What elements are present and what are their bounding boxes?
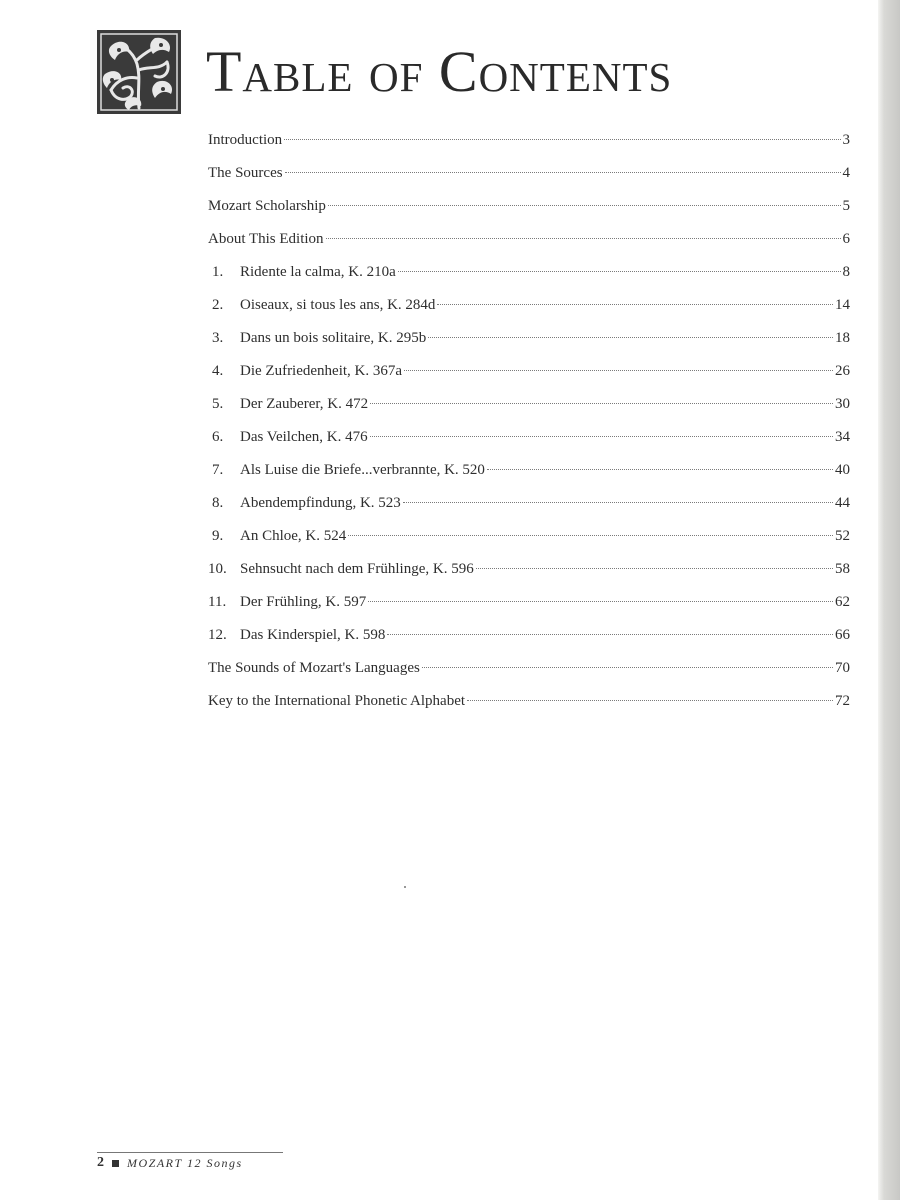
toc-entry[interactable] (208, 457, 850, 490)
toc-entry[interactable] (208, 193, 850, 226)
toc-dot-leader (398, 271, 841, 272)
toc-entry-number: 5. (212, 396, 224, 412)
toc-entry[interactable] (208, 391, 850, 424)
toc-entry-number: 10. (208, 561, 227, 577)
toc-entry-label: About This Edition (208, 231, 324, 247)
toc-entry-label: Der Zauberer, K. 472 (240, 396, 369, 412)
toc-entry-number: 12. (208, 627, 227, 643)
toc-dot-leader (284, 139, 840, 140)
toc-dot-leader (422, 667, 833, 668)
toc-entry-label: Das Veilchen, K. 476 (240, 429, 368, 445)
toc-entry-number: 2. (212, 297, 224, 313)
toc-entry-page: 26 (835, 363, 850, 379)
toc-entry-page: 18 (835, 330, 850, 346)
toc-entry-label: The Sources (208, 165, 283, 181)
toc-entry-number: 11. (208, 594, 227, 610)
toc-entry-number: 9. (212, 528, 224, 544)
toc-entry-page: 3 (842, 132, 850, 148)
toc-dot-leader (326, 238, 841, 239)
leaf-ornament-icon (97, 30, 181, 114)
toc-entry[interactable] (208, 325, 850, 358)
toc-entry-page: 70 (835, 660, 850, 676)
page-title: Table of Contents (206, 39, 673, 104)
toc-entry-label: Mozart Scholarship (208, 198, 326, 214)
toc-entry[interactable] (208, 490, 850, 523)
toc-dot-leader (370, 436, 833, 437)
toc-dot-leader (368, 601, 833, 602)
footer-book-title: MOZART 12 Songs (127, 1155, 243, 1170)
toc-entry-label: An Chloe, K. 524 (240, 528, 347, 544)
toc-entry[interactable] (208, 259, 850, 292)
toc-dot-leader (328, 205, 841, 206)
toc-dot-leader (403, 502, 833, 503)
toc-entry-page: 34 (835, 429, 850, 445)
toc-dot-leader (487, 469, 833, 470)
toc-entry-number: 7. (212, 462, 224, 478)
toc-entry-page: 52 (835, 528, 850, 544)
toc-entry-page: 40 (835, 462, 850, 478)
toc-entry-page: 66 (835, 627, 850, 643)
toc-entry-label: Key to the International Phonetic Alphabet (208, 693, 466, 709)
toc-entry-page: 4 (842, 165, 850, 181)
toc-dot-leader (467, 700, 833, 701)
toc-entry[interactable] (208, 622, 850, 655)
toc-entry-label: Ridente la calma, K. 210a (240, 264, 396, 280)
toc-entry-page: 44 (835, 495, 850, 511)
toc-entry-label: Introduction (208, 132, 283, 148)
toc-entry[interactable] (208, 424, 850, 457)
footer-page-number: 2 (97, 1155, 104, 1170)
toc-entry-page: 5 (842, 198, 850, 214)
toc-dot-leader (437, 304, 833, 305)
toc-entry-number: 3. (212, 330, 224, 346)
toc-entry-page: 14 (835, 297, 850, 313)
toc-entry-page: 8 (842, 264, 850, 280)
toc-entry-number: 4. (212, 363, 224, 379)
toc-entry-label: Sehnsucht nach dem Frühlinge, K. 596 (240, 561, 474, 577)
toc-dot-leader (404, 370, 833, 371)
table-of-contents (208, 127, 850, 721)
page-footer (97, 1155, 243, 1171)
toc-entry-label: Oiseaux, si tous les ans, K. 284d (240, 297, 436, 313)
toc-dot-leader (348, 535, 833, 536)
toc-entry-number: 8. (212, 495, 224, 511)
paper-speck (404, 886, 406, 888)
toc-entry-label: Das Kinderspiel, K. 598 (240, 627, 386, 643)
toc-entry-page: 72 (835, 693, 850, 709)
toc-entry-label: Abendempfindung, K. 523 (240, 495, 401, 511)
toc-entry[interactable] (208, 127, 850, 160)
toc-dot-leader (370, 403, 833, 404)
toc-dot-leader (476, 568, 833, 569)
square-bullet-icon (112, 1160, 119, 1167)
toc-entry-number: 1. (212, 264, 224, 280)
toc-entry-label: Dans un bois solitaire, K. 295b (240, 330, 427, 346)
toc-entry[interactable] (208, 523, 850, 556)
toc-entry[interactable] (208, 556, 850, 589)
toc-entry-label: Die Zufriedenheit, K. 367a (240, 363, 403, 379)
toc-entry-label: Als Luise die Briefe...verbrannte, K. 520 (240, 462, 485, 478)
toc-dot-leader (285, 172, 841, 173)
toc-entry[interactable] (208, 688, 850, 721)
toc-entry-number: 6. (212, 429, 224, 445)
footer-rule (97, 1152, 283, 1153)
toc-entry[interactable] (208, 160, 850, 193)
toc-entry[interactable] (208, 655, 850, 688)
toc-entry-page: 62 (835, 594, 850, 610)
toc-entry[interactable] (208, 292, 850, 325)
toc-entry-page: 30 (835, 396, 850, 412)
toc-dot-leader (387, 634, 833, 635)
toc-entry[interactable] (208, 358, 850, 391)
page-edge-shadow (878, 0, 900, 1200)
toc-entry-label: Der Frühling, K. 597 (240, 594, 367, 610)
toc-entry-page: 6 (842, 231, 850, 247)
toc-entry-page: 58 (835, 561, 850, 577)
toc-entry[interactable] (208, 589, 850, 622)
toc-entry[interactable] (208, 226, 850, 259)
toc-entry-label: The Sounds of Mozart's Languages (208, 660, 420, 676)
toc-dot-leader (428, 337, 833, 338)
